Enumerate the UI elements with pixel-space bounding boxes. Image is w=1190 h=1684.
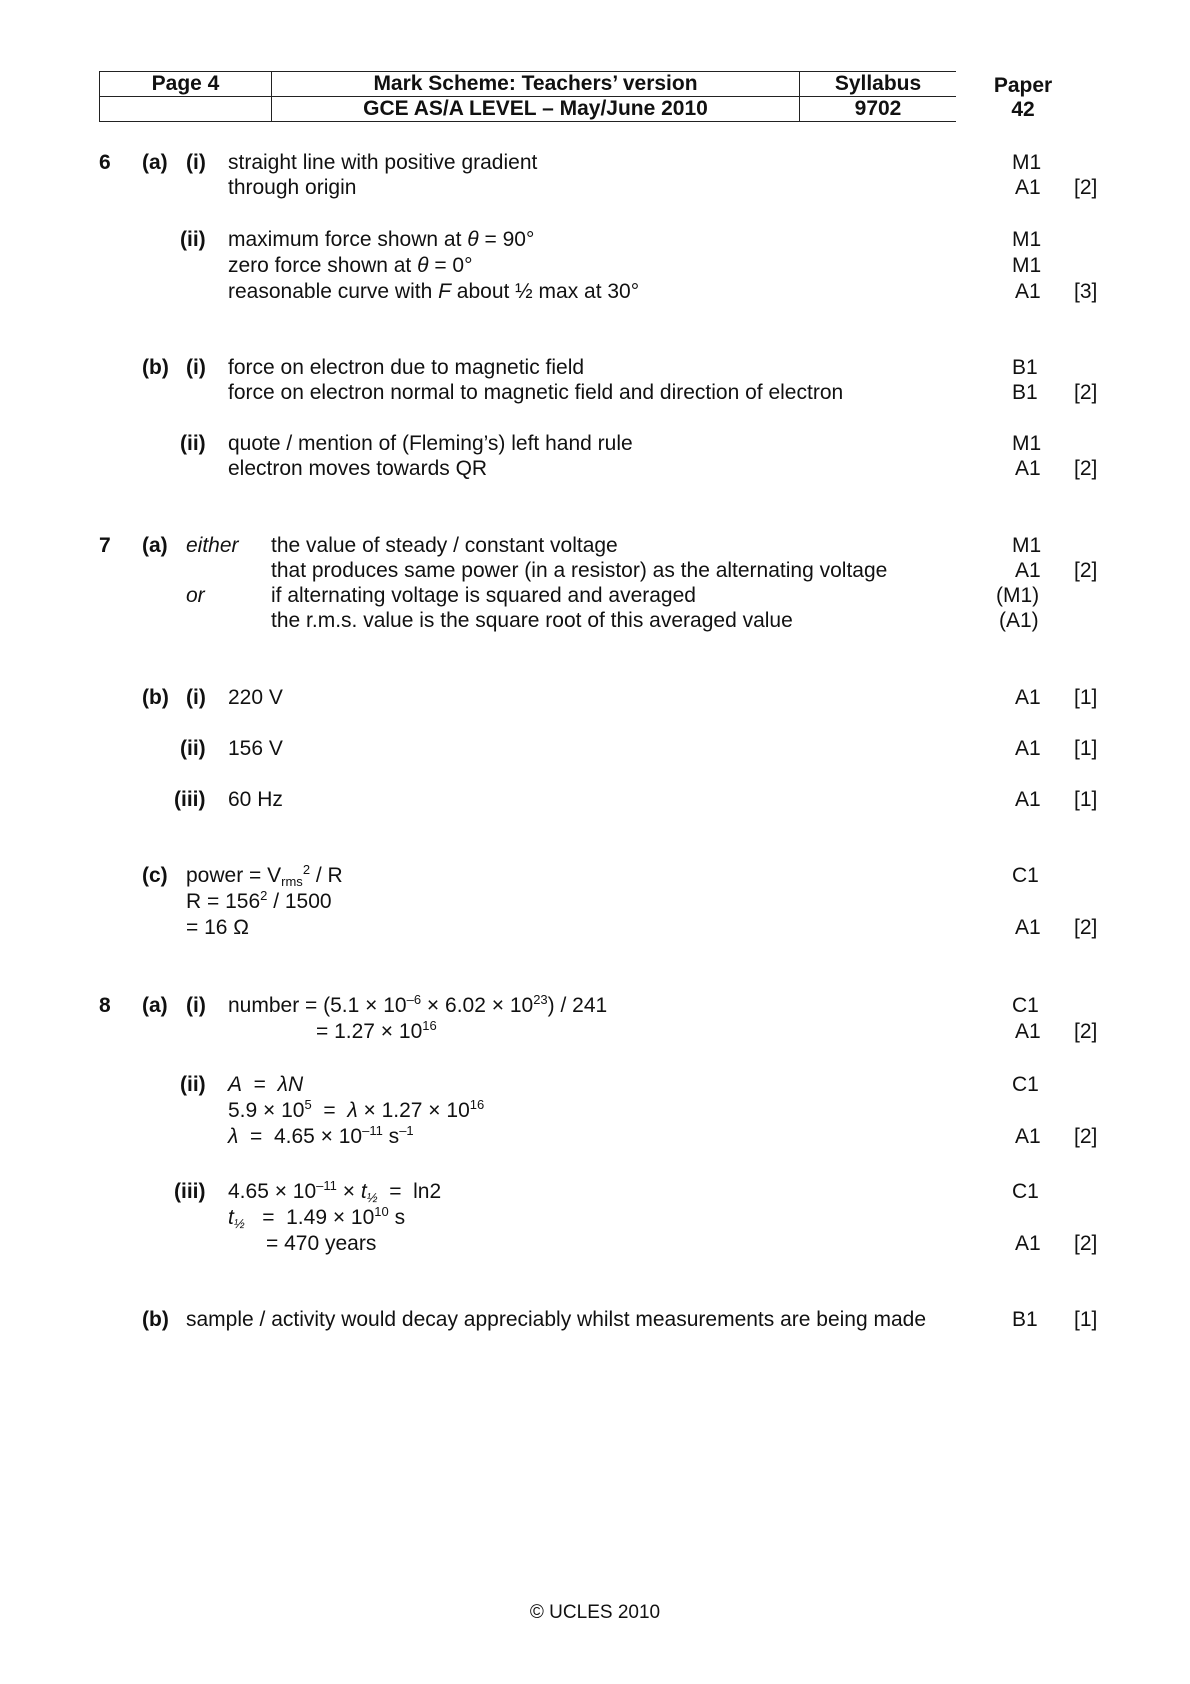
answer-line: force on electron due to magnetic field	[228, 356, 585, 379]
answer-line: = 16 Ω	[186, 916, 249, 939]
subpart-label: (i)	[186, 356, 206, 379]
answer-value: 60 Hz	[228, 788, 283, 811]
part-label: (b)	[142, 1308, 169, 1331]
total-marks: [2]	[1074, 1125, 1098, 1148]
total-marks: [2]	[1074, 1232, 1098, 1255]
mark: B1	[1012, 381, 1038, 404]
part-label: (c)	[142, 864, 168, 887]
answer-line: = 470 years	[266, 1232, 377, 1255]
subpart-label: (i)	[186, 994, 206, 1017]
total-marks: [2]	[1074, 176, 1098, 199]
part-label: (b)	[142, 686, 169, 709]
answer-line: $5.9 \times 10^5 = \lambda \times 1.27 \times 10^{16}$	[228, 1097, 485, 1122]
question-number: 8	[99, 994, 111, 1017]
total-marks: [3]	[1074, 280, 1098, 303]
mark: B1	[1012, 1308, 1038, 1331]
answer-line: the r.m.s. value is the square root of this averaged value	[271, 609, 793, 632]
question-number: 7	[99, 534, 111, 557]
answer-line: straight line with positive gradient	[228, 151, 538, 174]
total-marks: [1]	[1074, 686, 1098, 709]
mark: B1	[1012, 356, 1038, 379]
subpart-label: (ii)	[180, 228, 206, 251]
answer-line: electron moves towards QR	[228, 457, 488, 480]
copyright-footer: © UCLES 2010	[529, 1602, 661, 1623]
part-label: (b)	[142, 356, 169, 379]
header-empty-cell	[100, 97, 272, 122]
mark: A1	[1015, 280, 1041, 303]
mark: M1	[1012, 432, 1042, 455]
answer-value: 156 V	[228, 737, 283, 760]
mark: A1	[1015, 788, 1041, 811]
answer-line: sample / activity would decay appreciably whilst measurements are being made	[186, 1308, 927, 1331]
mark: M1	[1012, 151, 1042, 174]
part-label: (a)	[142, 994, 168, 1017]
answer-line: $t_{\frac{1}{2}} = 1.49 \times 10^{10}$ s	[228, 1204, 406, 1231]
answer-line: that produces same power (in a resistor) as the alternating voltage	[271, 559, 888, 582]
syllabus-label: Syllabus	[800, 72, 957, 97]
answer-line: $\lambda = 4.65 \times 10^{-11}$ $s^{-1}$	[228, 1123, 414, 1148]
paper-number: 42	[1011, 98, 1035, 121]
subpart-label: (i)	[186, 686, 206, 709]
answer-line: force on electron normal to magnetic field and direction of electron	[228, 381, 844, 404]
mark: C1	[1012, 994, 1039, 1017]
part-label: (a)	[142, 534, 168, 557]
mark: M1	[1012, 228, 1042, 251]
total-marks: [1]	[1074, 788, 1098, 811]
mark: A1	[1015, 176, 1041, 199]
answer-line: number = $(5.1 \times 10^{-6} \times 6.02 \times 10^{23}) / 241$	[228, 992, 608, 1017]
page-number: Page 4	[100, 72, 272, 97]
mark: A1	[1015, 1232, 1041, 1255]
answer-line: $4.65 \times 10^{-11} \times t_{\frac{1}{2}} = \ln 2$	[228, 1178, 442, 1205]
answer-line: quote / mention of (Fleming’s) left hand rule	[228, 432, 633, 455]
subpart-label: (iii)	[174, 788, 206, 811]
mark: (M1)	[996, 584, 1040, 607]
answer-value: 220 V	[228, 686, 283, 709]
mark: A1	[1015, 1020, 1041, 1043]
total-marks: [2]	[1074, 1020, 1098, 1043]
mark: (A1)	[999, 609, 1039, 632]
total-marks: [2]	[1074, 916, 1098, 939]
mark: A1	[1015, 559, 1041, 582]
paper-label: Paper	[993, 74, 1053, 97]
answer-line: $R = 156^2 / 1500$	[186, 888, 332, 913]
either-label: either	[186, 534, 239, 557]
document-title: Mark Scheme: Teachers’ version	[272, 72, 800, 97]
part-label: (a)	[142, 151, 168, 174]
answer-line: = $1.27 \times 10^{16}$	[316, 1018, 437, 1043]
syllabus-code: 9702	[800, 97, 957, 122]
mark: A1	[1015, 1125, 1041, 1148]
mark: C1	[1012, 1180, 1039, 1203]
answer-line: maximum force shown at θ = 90°	[228, 228, 535, 251]
subpart-label: (ii)	[180, 737, 206, 760]
answer-line: through origin	[228, 176, 357, 199]
total-marks: [1]	[1074, 737, 1098, 760]
mark: A1	[1015, 686, 1041, 709]
mark: M1	[1012, 254, 1042, 277]
subpart-label: (ii)	[180, 1073, 206, 1096]
answer-line: reasonable curve with F about ½ max at 30°	[228, 280, 640, 303]
mark: C1	[1012, 1073, 1039, 1096]
subpart-label: (ii)	[180, 432, 206, 455]
mark: C1	[1012, 864, 1039, 887]
subpart-label: (i)	[186, 151, 206, 174]
answer-line: if alternating voltage is squared and averaged	[271, 584, 696, 607]
answer-line: zero force shown at θ = 0°	[228, 254, 473, 277]
answer-line: A = λN	[228, 1073, 304, 1096]
total-marks: [2]	[1074, 559, 1098, 582]
or-label: or	[186, 584, 205, 607]
mark: A1	[1015, 457, 1041, 480]
exam-session: GCE AS/A LEVEL – May/June 2010	[272, 97, 800, 122]
answer-line: the value of steady / constant voltage	[271, 534, 618, 557]
subpart-label: (iii)	[174, 1180, 206, 1203]
total-marks: [2]	[1074, 457, 1098, 480]
question-number: 6	[99, 151, 111, 174]
mark: A1	[1015, 916, 1041, 939]
header-table	[99, 71, 956, 122]
answer-line: power = $V_{rms}^2$ / R	[186, 862, 343, 889]
mark: A1	[1015, 737, 1041, 760]
total-marks: [1]	[1074, 1308, 1098, 1331]
total-marks: [2]	[1074, 381, 1098, 404]
mark: M1	[1012, 534, 1042, 557]
